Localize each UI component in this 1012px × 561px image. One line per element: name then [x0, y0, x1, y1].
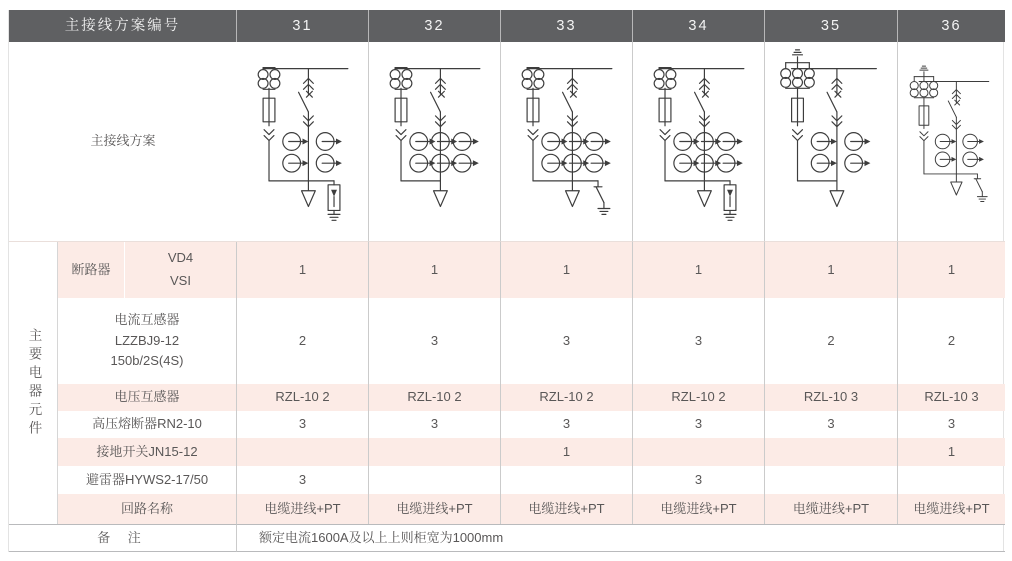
remark-note: 额定电流1600A及以上上则柜宽为1000mm: [237, 524, 1005, 552]
value-cell: RZL-10 2: [369, 384, 501, 411]
model-line: VSI: [170, 273, 191, 288]
row-category-label: 断路器: [58, 242, 124, 298]
value-cell: [765, 466, 898, 494]
value-cell: 3: [633, 411, 765, 438]
value-cell: [237, 438, 369, 466]
value-cell: RZL-10 2: [501, 384, 633, 411]
scheme-table: [8, 10, 1004, 552]
value-cell: 1: [765, 242, 898, 298]
value-cell: [633, 438, 765, 466]
single-line-diagram: [765, 42, 898, 242]
remark-label: 备 注: [9, 524, 237, 552]
value-cell: 1: [369, 242, 501, 298]
value-cell: 电缆进线+PT: [633, 494, 765, 524]
value-cell: 3: [501, 411, 633, 438]
value-cell: [369, 438, 501, 466]
value-cell: 1: [633, 242, 765, 298]
row-label: 高压熔断器RN2-10: [58, 411, 237, 438]
scheme-number: 32: [369, 10, 501, 42]
value-cell: RZL-10 3: [765, 384, 898, 411]
row-label: 电压互感器: [58, 384, 237, 411]
value-cell: [369, 466, 501, 494]
value-cell: RZL-10 2: [633, 384, 765, 411]
value-cell: [765, 438, 898, 466]
value-cell: 电缆进线+PT: [501, 494, 633, 524]
scheme-number: 34: [633, 10, 765, 42]
row-model-label: [124, 242, 237, 298]
label-line: 电流互感器: [114, 311, 180, 327]
value-cell: RZL-10 3: [898, 384, 1005, 411]
value-cell: 电缆进线+PT: [898, 494, 1005, 524]
component-group-label-text: 主要电器元件: [26, 327, 42, 439]
value-cell: 3: [633, 466, 765, 494]
row-label: 接地开关JN15-12: [58, 438, 237, 466]
value-cell: 3: [765, 411, 898, 438]
single-line-diagram: [633, 42, 765, 242]
row-label: 回路名称: [58, 494, 237, 524]
scheme-number: 33: [501, 10, 633, 42]
single-line-diagram: [369, 42, 501, 242]
value-cell: 3: [369, 411, 501, 438]
value-cell: 3: [369, 298, 501, 384]
value-cell: 3: [237, 411, 369, 438]
value-cell: 3: [633, 298, 765, 384]
value-cell: 2: [765, 298, 898, 384]
value-cell: 电缆进线+PT: [765, 494, 898, 524]
diagram-row-label: 主接线方案: [9, 42, 237, 242]
value-cell: 1: [501, 242, 633, 298]
row-label: 避雷器HYWS2-17/50: [58, 466, 237, 494]
single-line-diagram: [501, 42, 633, 242]
value-cell: 3: [947, 416, 956, 432]
row-label: [58, 298, 237, 384]
value-cell: 1: [501, 438, 633, 466]
label-line: LZZBJ9-12: [114, 332, 180, 348]
label-line: 150b/2S(4S): [110, 353, 184, 369]
value-cell: [898, 466, 1005, 494]
value-cell: 电缆进线+PT: [369, 494, 501, 524]
scheme-number: 35: [765, 10, 898, 42]
component-group-label: [9, 242, 58, 524]
single-line-diagram: [898, 42, 1005, 242]
model-line: VD4: [167, 250, 194, 266]
value-cell: 2: [237, 298, 369, 384]
value-cell: 2: [947, 332, 956, 348]
value-cell: 3: [237, 466, 369, 494]
table-title: 主接线方案编号: [9, 10, 237, 42]
value-cell: 1: [898, 242, 1005, 298]
scheme-number: 36: [898, 10, 1005, 42]
single-line-diagram: [237, 42, 369, 242]
value-cell: 1: [898, 438, 1005, 466]
value-cell: 电缆进线+PT: [237, 494, 369, 524]
value-cell: 1: [237, 242, 369, 298]
scheme-number: 31: [237, 10, 369, 42]
value-cell: 3: [501, 298, 633, 384]
value-cell: RZL-10 2: [237, 384, 369, 411]
value-cell: [501, 466, 633, 494]
